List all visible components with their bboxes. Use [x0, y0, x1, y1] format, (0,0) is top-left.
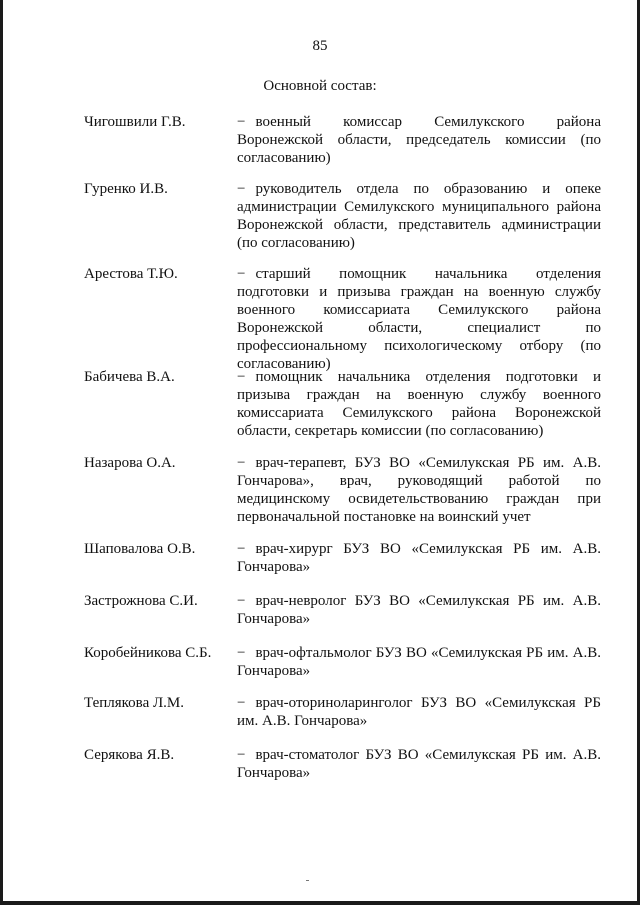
member-role-text: врач-оториноларинголог БУЗ ВО «Семилукская РБ им. А.В. Гончарова»: [237, 695, 601, 729]
dash: −: [237, 455, 246, 471]
dash: −: [237, 369, 246, 385]
dash: −: [237, 181, 246, 197]
member-role-text: руководитель отдела по образованию и опеке администрации Семилукского муниципального района Воронежской области, представитель администрации (по согласованию): [237, 181, 601, 251]
member-role: [237, 454, 601, 526]
scan-edge-bottom: [0, 901, 640, 905]
member-role-text: врач-офтальмолог БУЗ ВО «Семилукская РБ им. А.В. Гончарова»: [237, 645, 601, 679]
member-role: [237, 694, 601, 730]
member-role: [237, 180, 601, 252]
member-role-text: врач-невролог БУЗ ВО «Семилукская РБ им. А.В. Гончарова»: [237, 593, 601, 627]
member-role: [237, 113, 601, 167]
member-name: Теплякова Л.М.: [84, 695, 184, 711]
member-role-text: старший помощник начальника отделения подготовки и призыва граждан на военную службу военного комиссариата Семилукского района Воронежской области, специалист по профессиональному психологическому отбору (по согласованию): [237, 266, 601, 372]
section-title: Основной состав:: [263, 78, 377, 94]
member-role-text: врач-терапевт, БУЗ ВО «Семилукская РБ им. А.В. Гончарова», врач, руководящий работой по медицинскому освидетельствованию граждан при первоначальной постановке на воинский учет: [237, 455, 601, 525]
member-name: Застрожнова С.И.: [84, 593, 198, 609]
member-name: Коробейникова С.Б.: [84, 645, 212, 661]
member-role: [237, 746, 601, 782]
member-role-text: врач-хирург БУЗ ВО «Семилукская РБ им. А.В. Гончарова»: [237, 541, 601, 575]
dash: −: [237, 747, 246, 763]
member-name: Арестова Т.Ю.: [84, 266, 178, 282]
member-role: [237, 368, 601, 440]
dash: −: [237, 645, 246, 661]
member-name: Гуренко И.В.: [84, 181, 168, 197]
dash: −: [237, 695, 246, 711]
scan-speck: [306, 880, 309, 881]
member-name: Бабичева В.А.: [84, 369, 175, 385]
dash: −: [237, 266, 246, 282]
member-role: [237, 592, 601, 628]
member-name: Чигошвили Г.В.: [84, 114, 186, 130]
dash: −: [237, 541, 246, 557]
dash: −: [237, 114, 246, 130]
member-role-text: врач-стоматолог БУЗ ВО «Семилукская РБ им. А.В. Гончарова»: [237, 747, 601, 781]
member-role: [237, 540, 601, 576]
member-name: Серякова Я.В.: [84, 747, 175, 763]
member-role: [237, 644, 601, 680]
scan-edge-left: [0, 0, 3, 905]
page-number: 85: [312, 38, 328, 54]
member-name: Шаповалова О.В.: [84, 541, 196, 557]
member-name: Назарова О.А.: [84, 455, 176, 471]
dash: −: [237, 593, 246, 609]
member-role-text: помощник начальника отделения подготовки и призыва граждан на военную службу военного комиссариата Семилукского района Воронежской области, секретарь комиссии (по согласованию): [237, 369, 601, 439]
member-role-text: военный комиссар Семилукского района Воронежской области, председатель комиссии (по согласованию): [237, 114, 601, 166]
member-role: [237, 265, 601, 373]
